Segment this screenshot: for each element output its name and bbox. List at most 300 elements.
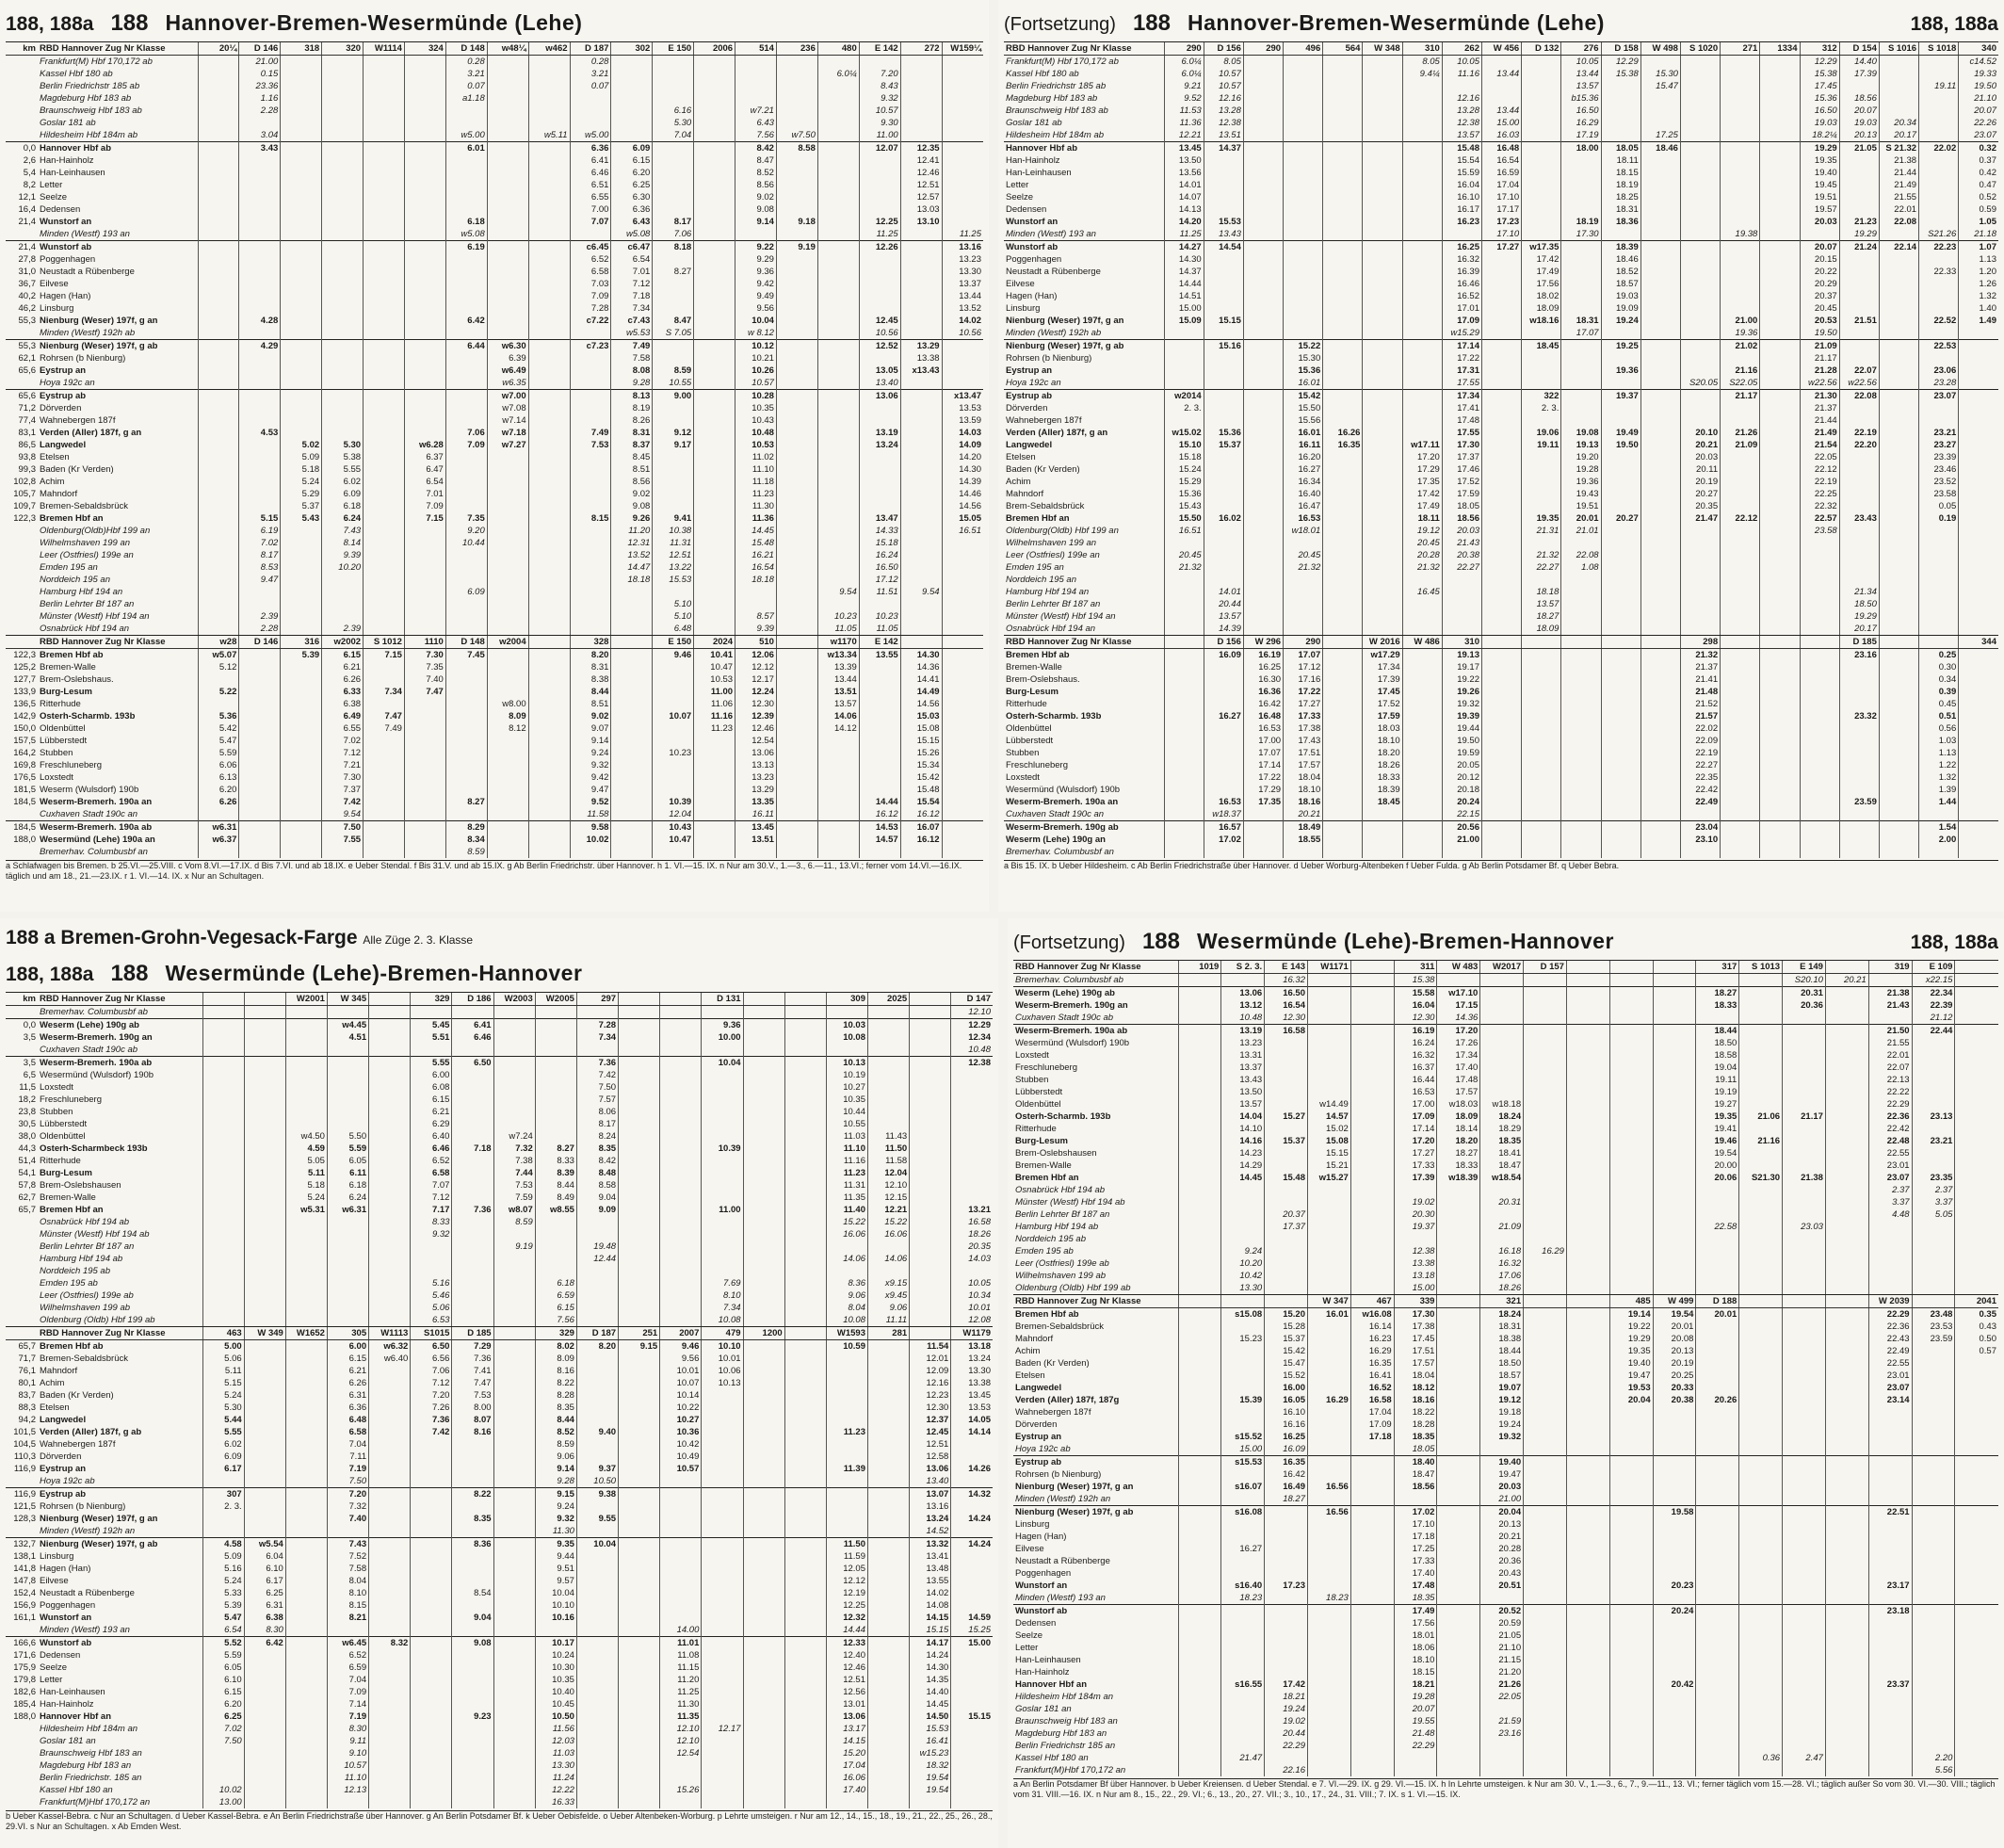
time-cell bbox=[244, 1253, 285, 1265]
table-row bbox=[1004, 315, 1998, 327]
time-cell bbox=[1959, 365, 1998, 377]
time-cell bbox=[576, 1500, 618, 1513]
time-cell bbox=[244, 1167, 285, 1179]
time-cell: 12.29 bbox=[951, 1019, 993, 1032]
time-cell bbox=[1204, 747, 1243, 759]
station-name: Brem-Oslebshausen bbox=[40, 1180, 121, 1191]
time-cell: 7.36 bbox=[452, 1204, 493, 1216]
time-cell bbox=[1265, 1257, 1308, 1270]
time-cell bbox=[817, 290, 859, 302]
time-cell bbox=[281, 377, 322, 390]
train-number bbox=[1482, 636, 1522, 649]
time-cell bbox=[281, 327, 322, 340]
time-cell: 18.27 bbox=[1437, 1147, 1480, 1159]
time-cell bbox=[1323, 476, 1363, 488]
time-cell bbox=[1561, 402, 1601, 414]
table-row bbox=[6, 1796, 993, 1808]
time-cell bbox=[1480, 1025, 1524, 1038]
time-cell bbox=[1721, 561, 1760, 574]
time-cell bbox=[1959, 784, 1998, 796]
time-cell bbox=[1640, 586, 1680, 598]
time-cell bbox=[364, 266, 405, 278]
time-cell bbox=[1482, 340, 1522, 353]
time-cell: 21.16 bbox=[1721, 365, 1760, 377]
time-cell bbox=[702, 1563, 743, 1575]
time-cell bbox=[1402, 834, 1442, 846]
time-cell: 16.54 bbox=[735, 561, 777, 574]
time-cell bbox=[776, 278, 817, 290]
time-cell bbox=[493, 1426, 535, 1438]
time-cell: 13.40 bbox=[910, 1475, 951, 1488]
time-cell bbox=[694, 203, 735, 216]
time-cell: 21.16 bbox=[1739, 1135, 1783, 1147]
time-cell bbox=[660, 1216, 702, 1228]
time-cell bbox=[784, 1118, 826, 1130]
time-cell bbox=[487, 834, 528, 846]
time-cell bbox=[817, 365, 859, 377]
time-cell bbox=[1955, 1086, 1998, 1098]
table-row bbox=[6, 352, 983, 365]
time-cell bbox=[1879, 290, 1918, 302]
time-cell: 6.17 bbox=[244, 1575, 285, 1587]
time-cell bbox=[776, 821, 817, 835]
time-cell: w5.53 bbox=[611, 327, 653, 340]
time-cell bbox=[660, 1167, 702, 1179]
station-name: Ritterhude bbox=[40, 699, 81, 709]
time-cell bbox=[1243, 228, 1283, 241]
time-cell bbox=[784, 1710, 826, 1723]
time-cell bbox=[784, 1204, 826, 1216]
time-cell bbox=[868, 1772, 910, 1784]
train-number: 1019 bbox=[1178, 961, 1221, 974]
table-row bbox=[6, 1662, 993, 1674]
time-cell bbox=[535, 1006, 576, 1019]
time-cell: 11.40 bbox=[826, 1204, 867, 1216]
time-cell bbox=[1243, 315, 1283, 327]
time-cell: 9.39 bbox=[735, 623, 777, 635]
time-cell bbox=[1243, 808, 1283, 821]
time-cell bbox=[1524, 1110, 1567, 1123]
time-cell bbox=[1524, 1037, 1567, 1049]
time-cell bbox=[535, 1044, 576, 1057]
time-cell bbox=[1566, 1196, 1609, 1208]
time-cell bbox=[1839, 698, 1879, 710]
time-cell bbox=[868, 1500, 910, 1513]
time-cell bbox=[1879, 586, 1918, 598]
time-cell bbox=[702, 1710, 743, 1723]
time-cell bbox=[1680, 105, 1720, 117]
time-cell bbox=[322, 315, 364, 327]
time-cell: 9.51 bbox=[535, 1563, 576, 1575]
time-cell: 14.06 bbox=[868, 1253, 910, 1265]
station-name: Hamburg Hbf 194 ab bbox=[1015, 1222, 1099, 1232]
time-cell: 5.33 bbox=[202, 1587, 244, 1599]
time-cell bbox=[202, 1191, 244, 1204]
time-cell bbox=[743, 1143, 784, 1155]
time-cell bbox=[281, 315, 322, 327]
time-cell bbox=[619, 1599, 660, 1612]
time-cell bbox=[817, 327, 859, 340]
time-cell: 11.43 bbox=[868, 1130, 910, 1143]
time-cell bbox=[1783, 1086, 1826, 1098]
time-cell bbox=[281, 340, 322, 353]
time-cell bbox=[1204, 561, 1243, 574]
time-cell bbox=[910, 1006, 951, 1019]
time-cell bbox=[1825, 1123, 1868, 1135]
table-row bbox=[6, 686, 983, 698]
time-cell: 6.44 bbox=[445, 340, 487, 353]
station-name: Freschluneberg bbox=[40, 1094, 103, 1105]
time-cell: 5.06 bbox=[202, 1353, 244, 1365]
time-cell bbox=[660, 1587, 702, 1599]
time-cell: 14.36 bbox=[900, 661, 942, 673]
station-name: Weserm-Bremerh. 190a an bbox=[1006, 797, 1119, 807]
time-cell: 22.49 bbox=[1680, 796, 1720, 808]
time-cell bbox=[1284, 117, 1323, 129]
time-cell bbox=[285, 1784, 327, 1796]
time-cell: 18.18 bbox=[1522, 586, 1561, 598]
time-cell bbox=[369, 1500, 411, 1513]
time-cell bbox=[364, 610, 405, 623]
time-cell bbox=[1680, 598, 1720, 610]
time-cell bbox=[702, 1265, 743, 1277]
train-number: 463 bbox=[202, 1327, 244, 1340]
time-cell: 19.57 bbox=[1800, 203, 1839, 216]
time-cell bbox=[281, 796, 322, 808]
station-name: Langwedel bbox=[1006, 440, 1053, 450]
time-cell bbox=[452, 1550, 493, 1563]
time-cell bbox=[868, 1759, 910, 1772]
table-row bbox=[1004, 241, 1998, 254]
table-row bbox=[6, 1314, 993, 1326]
km-value: 18,2 bbox=[18, 1094, 36, 1105]
time-cell: 8.20 bbox=[576, 1340, 618, 1354]
time-cell: 17.06 bbox=[1480, 1270, 1524, 1282]
time-cell bbox=[694, 68, 735, 80]
time-cell bbox=[743, 1031, 784, 1044]
time-cell bbox=[239, 302, 281, 315]
train-number: 510 bbox=[735, 636, 777, 649]
time-cell: 19.03 bbox=[1800, 117, 1839, 129]
time-cell bbox=[900, 561, 942, 574]
time-cell bbox=[1919, 253, 1959, 266]
time-cell: 8.04 bbox=[327, 1575, 368, 1587]
time-cell bbox=[1879, 574, 1918, 586]
time-cell: 17.10 bbox=[1482, 191, 1522, 203]
time-cell: 21.43 bbox=[1868, 999, 1912, 1012]
train-number: 2006 bbox=[694, 42, 735, 56]
time-cell bbox=[1522, 537, 1561, 549]
time-cell bbox=[1601, 784, 1640, 796]
time-cell bbox=[1609, 1049, 1653, 1062]
time-cell bbox=[528, 154, 570, 167]
time-cell: 12.34 bbox=[951, 1031, 993, 1044]
time-cell bbox=[868, 1463, 910, 1475]
time-cell bbox=[1680, 808, 1720, 821]
time-cell: 19.36 bbox=[1561, 476, 1601, 488]
time-cell bbox=[1879, 352, 1918, 365]
timetable-table bbox=[6, 635, 983, 858]
table-row bbox=[6, 537, 983, 549]
time-cell: 6.18 bbox=[535, 1277, 576, 1289]
train-number: D 186 bbox=[452, 993, 493, 1006]
time-cell: 23.03 bbox=[1783, 1221, 1826, 1233]
time-cell: 12.52 bbox=[859, 340, 900, 353]
time-cell: 12.38 bbox=[1442, 117, 1481, 129]
time-cell: 13.44 bbox=[817, 673, 859, 686]
time-cell: 7.49 bbox=[364, 722, 405, 735]
time-cell bbox=[1561, 735, 1601, 747]
time-cell: 18.05 bbox=[1442, 500, 1481, 512]
time-cell: 16.11 bbox=[1284, 439, 1323, 451]
time-cell bbox=[653, 661, 694, 673]
time-cell bbox=[1204, 673, 1243, 686]
time-cell bbox=[1323, 821, 1363, 835]
time-cell bbox=[1955, 1233, 1998, 1245]
time-cell bbox=[1959, 327, 1998, 340]
time-cell bbox=[1912, 1159, 1955, 1172]
time-cell bbox=[239, 278, 281, 290]
time-cell bbox=[694, 834, 735, 846]
time-cell bbox=[1839, 525, 1879, 537]
time-cell bbox=[776, 179, 817, 191]
time-cell: 17.34 bbox=[1437, 1049, 1480, 1062]
km-value: 2,6 bbox=[23, 155, 36, 166]
time-cell bbox=[1164, 661, 1204, 673]
time-cell bbox=[487, 327, 528, 340]
time-cell bbox=[493, 1488, 535, 1501]
time-cell bbox=[1402, 377, 1442, 390]
table-row bbox=[1004, 278, 1998, 290]
time-cell bbox=[452, 1674, 493, 1686]
time-cell: 11.18 bbox=[735, 476, 777, 488]
time-cell bbox=[1680, 315, 1720, 327]
time-cell bbox=[660, 1240, 702, 1253]
time-cell bbox=[942, 191, 983, 203]
time-cell bbox=[942, 154, 983, 167]
time-cell bbox=[1721, 537, 1760, 549]
time-cell bbox=[198, 129, 239, 142]
time-cell bbox=[1839, 352, 1879, 365]
time-cell: 15.15 bbox=[951, 1710, 993, 1723]
time-cell: 13.39 bbox=[817, 661, 859, 673]
time-cell: 7.34 bbox=[364, 686, 405, 698]
time-cell bbox=[493, 1747, 535, 1759]
time-cell bbox=[198, 203, 239, 216]
km-value bbox=[6, 1796, 38, 1808]
time-cell: 19.17 bbox=[1442, 661, 1481, 673]
time-cell: 8.29 bbox=[445, 821, 487, 835]
time-cell bbox=[1653, 974, 1696, 987]
time-cell bbox=[1879, 488, 1918, 500]
time-cell bbox=[1243, 549, 1283, 561]
station-name: Loxstedt bbox=[40, 1082, 73, 1093]
time-cell bbox=[611, 649, 653, 662]
time-cell: 7.34 bbox=[611, 302, 653, 315]
time-cell bbox=[535, 1081, 576, 1094]
time-cell bbox=[702, 1796, 743, 1808]
time-cell: 10.40 bbox=[535, 1686, 576, 1698]
table-row bbox=[1004, 623, 1998, 635]
time-cell bbox=[942, 561, 983, 574]
time-cell bbox=[1640, 623, 1680, 635]
km-value bbox=[6, 1289, 38, 1302]
time-cell bbox=[528, 476, 570, 488]
time-cell: 12.38 bbox=[1204, 117, 1243, 129]
time-cell bbox=[528, 167, 570, 179]
time-cell bbox=[1482, 673, 1522, 686]
time-cell: 14.20 bbox=[942, 451, 983, 463]
time-cell bbox=[1402, 315, 1442, 327]
time-cell bbox=[1879, 747, 1918, 759]
time-cell bbox=[1284, 203, 1323, 216]
time-cell bbox=[281, 525, 322, 537]
time-cell bbox=[1609, 1086, 1653, 1098]
km-value: 141,8 bbox=[13, 1564, 36, 1574]
time-cell bbox=[202, 1475, 244, 1488]
time-cell bbox=[327, 1289, 368, 1302]
time-cell bbox=[364, 414, 405, 427]
time-cell bbox=[1640, 710, 1680, 722]
time-cell bbox=[364, 129, 405, 142]
km-value: 176,5 bbox=[13, 772, 36, 783]
time-cell bbox=[1721, 203, 1760, 216]
time-cell bbox=[826, 1240, 867, 1253]
time-cell bbox=[244, 1191, 285, 1204]
time-cell bbox=[1402, 154, 1442, 167]
time-cell bbox=[452, 1686, 493, 1698]
time-cell bbox=[1653, 1208, 1696, 1221]
time-cell bbox=[1640, 500, 1680, 512]
time-cell bbox=[1696, 1012, 1739, 1025]
time-cell bbox=[1601, 488, 1640, 500]
time-cell: 23.27 bbox=[1919, 439, 1959, 451]
time-cell: 6.21 bbox=[411, 1106, 452, 1118]
table-row bbox=[1004, 142, 1998, 155]
station-name: Münster (Westf) Hbf 194 an bbox=[1006, 611, 1116, 622]
time-cell: 14.51 bbox=[1164, 290, 1204, 302]
time-cell bbox=[404, 352, 445, 365]
time-cell bbox=[1640, 241, 1680, 254]
time-cell bbox=[244, 1710, 285, 1723]
time-cell bbox=[239, 352, 281, 365]
time-cell bbox=[951, 1106, 993, 1118]
time-cell: 21.38 bbox=[1879, 154, 1918, 167]
time-cell: 21.55 bbox=[1879, 191, 1918, 203]
table-row bbox=[6, 1031, 993, 1044]
station-name: Goslar 181 an bbox=[40, 1736, 96, 1746]
time-cell: 17.48 bbox=[1437, 1074, 1480, 1086]
time-cell: 15.26 bbox=[900, 747, 942, 759]
time-cell: 6.40 bbox=[411, 1130, 452, 1143]
time-cell: 5.37 bbox=[281, 500, 322, 512]
time-cell: 11.56 bbox=[535, 1723, 576, 1735]
time-cell: 6.0¼ bbox=[817, 68, 859, 80]
time-cell bbox=[1323, 278, 1363, 290]
time-cell: 9.47 bbox=[239, 574, 281, 586]
time-cell: 7.09 bbox=[404, 500, 445, 512]
time-cell bbox=[1561, 154, 1601, 167]
table-row bbox=[1004, 796, 1998, 808]
time-cell bbox=[198, 92, 239, 105]
time-cell bbox=[1955, 1196, 1998, 1208]
time-cell: 5.55 bbox=[411, 1057, 452, 1070]
time-cell bbox=[776, 302, 817, 315]
time-cell bbox=[364, 525, 405, 537]
time-cell: 0.56 bbox=[1919, 722, 1959, 735]
time-cell: 19.29 bbox=[1800, 142, 1839, 155]
station-name: Weserm (Lehe) 190g ab bbox=[1013, 987, 1178, 1000]
time-cell bbox=[660, 1031, 702, 1044]
time-cell: 9.08 bbox=[611, 500, 653, 512]
time-cell: 17.52 bbox=[1442, 476, 1481, 488]
station-name: Nienburg (Weser) 197f, g an bbox=[40, 1514, 158, 1524]
time-cell: 8.36 bbox=[452, 1538, 493, 1551]
time-cell bbox=[369, 1662, 411, 1674]
time-cell bbox=[1760, 574, 1800, 586]
time-cell bbox=[1522, 154, 1561, 167]
time-cell bbox=[1680, 610, 1720, 623]
time-cell bbox=[1524, 1012, 1567, 1025]
time-cell bbox=[202, 1289, 244, 1302]
time-cell bbox=[528, 649, 570, 662]
time-cell: 11.30 bbox=[535, 1525, 576, 1538]
time-cell bbox=[1912, 1074, 1955, 1086]
time-cell bbox=[1566, 999, 1609, 1012]
time-cell: 12.16 bbox=[910, 1377, 951, 1389]
time-cell bbox=[369, 1191, 411, 1204]
train-number: 320 bbox=[322, 42, 364, 56]
time-cell: 13.23 bbox=[1221, 1037, 1265, 1049]
time-cell bbox=[1323, 167, 1363, 179]
time-cell bbox=[743, 1094, 784, 1106]
time-cell bbox=[244, 1377, 285, 1389]
time-cell bbox=[369, 1167, 411, 1179]
table-row bbox=[6, 68, 983, 80]
time-cell bbox=[1402, 365, 1442, 377]
time-cell bbox=[1680, 228, 1720, 241]
time-cell bbox=[619, 1784, 660, 1796]
time-cell bbox=[868, 1575, 910, 1587]
station-name: Cuxhaven Stadt 190c an bbox=[40, 809, 138, 819]
time-cell: 17.40 bbox=[1437, 1062, 1480, 1074]
time-cell bbox=[369, 1204, 411, 1216]
time-cell: 12.40 bbox=[826, 1649, 867, 1662]
time-cell bbox=[1482, 796, 1522, 808]
time-cell bbox=[702, 1438, 743, 1451]
time-cell bbox=[776, 561, 817, 574]
time-cell bbox=[1955, 1110, 1998, 1123]
time-cell bbox=[868, 1550, 910, 1563]
table-row bbox=[6, 1118, 993, 1130]
time-cell bbox=[660, 1191, 702, 1204]
time-cell: 11.59 bbox=[826, 1550, 867, 1563]
time-cell: 8.09 bbox=[535, 1353, 576, 1365]
time-cell bbox=[1437, 1257, 1480, 1270]
station-name: Etelsen bbox=[1006, 452, 1036, 462]
time-cell bbox=[528, 846, 570, 858]
time-cell bbox=[198, 561, 239, 574]
time-cell bbox=[369, 1759, 411, 1772]
time-cell bbox=[1323, 340, 1363, 353]
time-cell bbox=[776, 673, 817, 686]
time-cell bbox=[1640, 117, 1680, 129]
km-value: 55,3 bbox=[6, 340, 38, 353]
time-cell: 14.44 bbox=[826, 1624, 867, 1637]
time-cell bbox=[1800, 686, 1839, 698]
km-value: 83,7 bbox=[18, 1390, 36, 1401]
train-number: 310 bbox=[1442, 636, 1481, 649]
